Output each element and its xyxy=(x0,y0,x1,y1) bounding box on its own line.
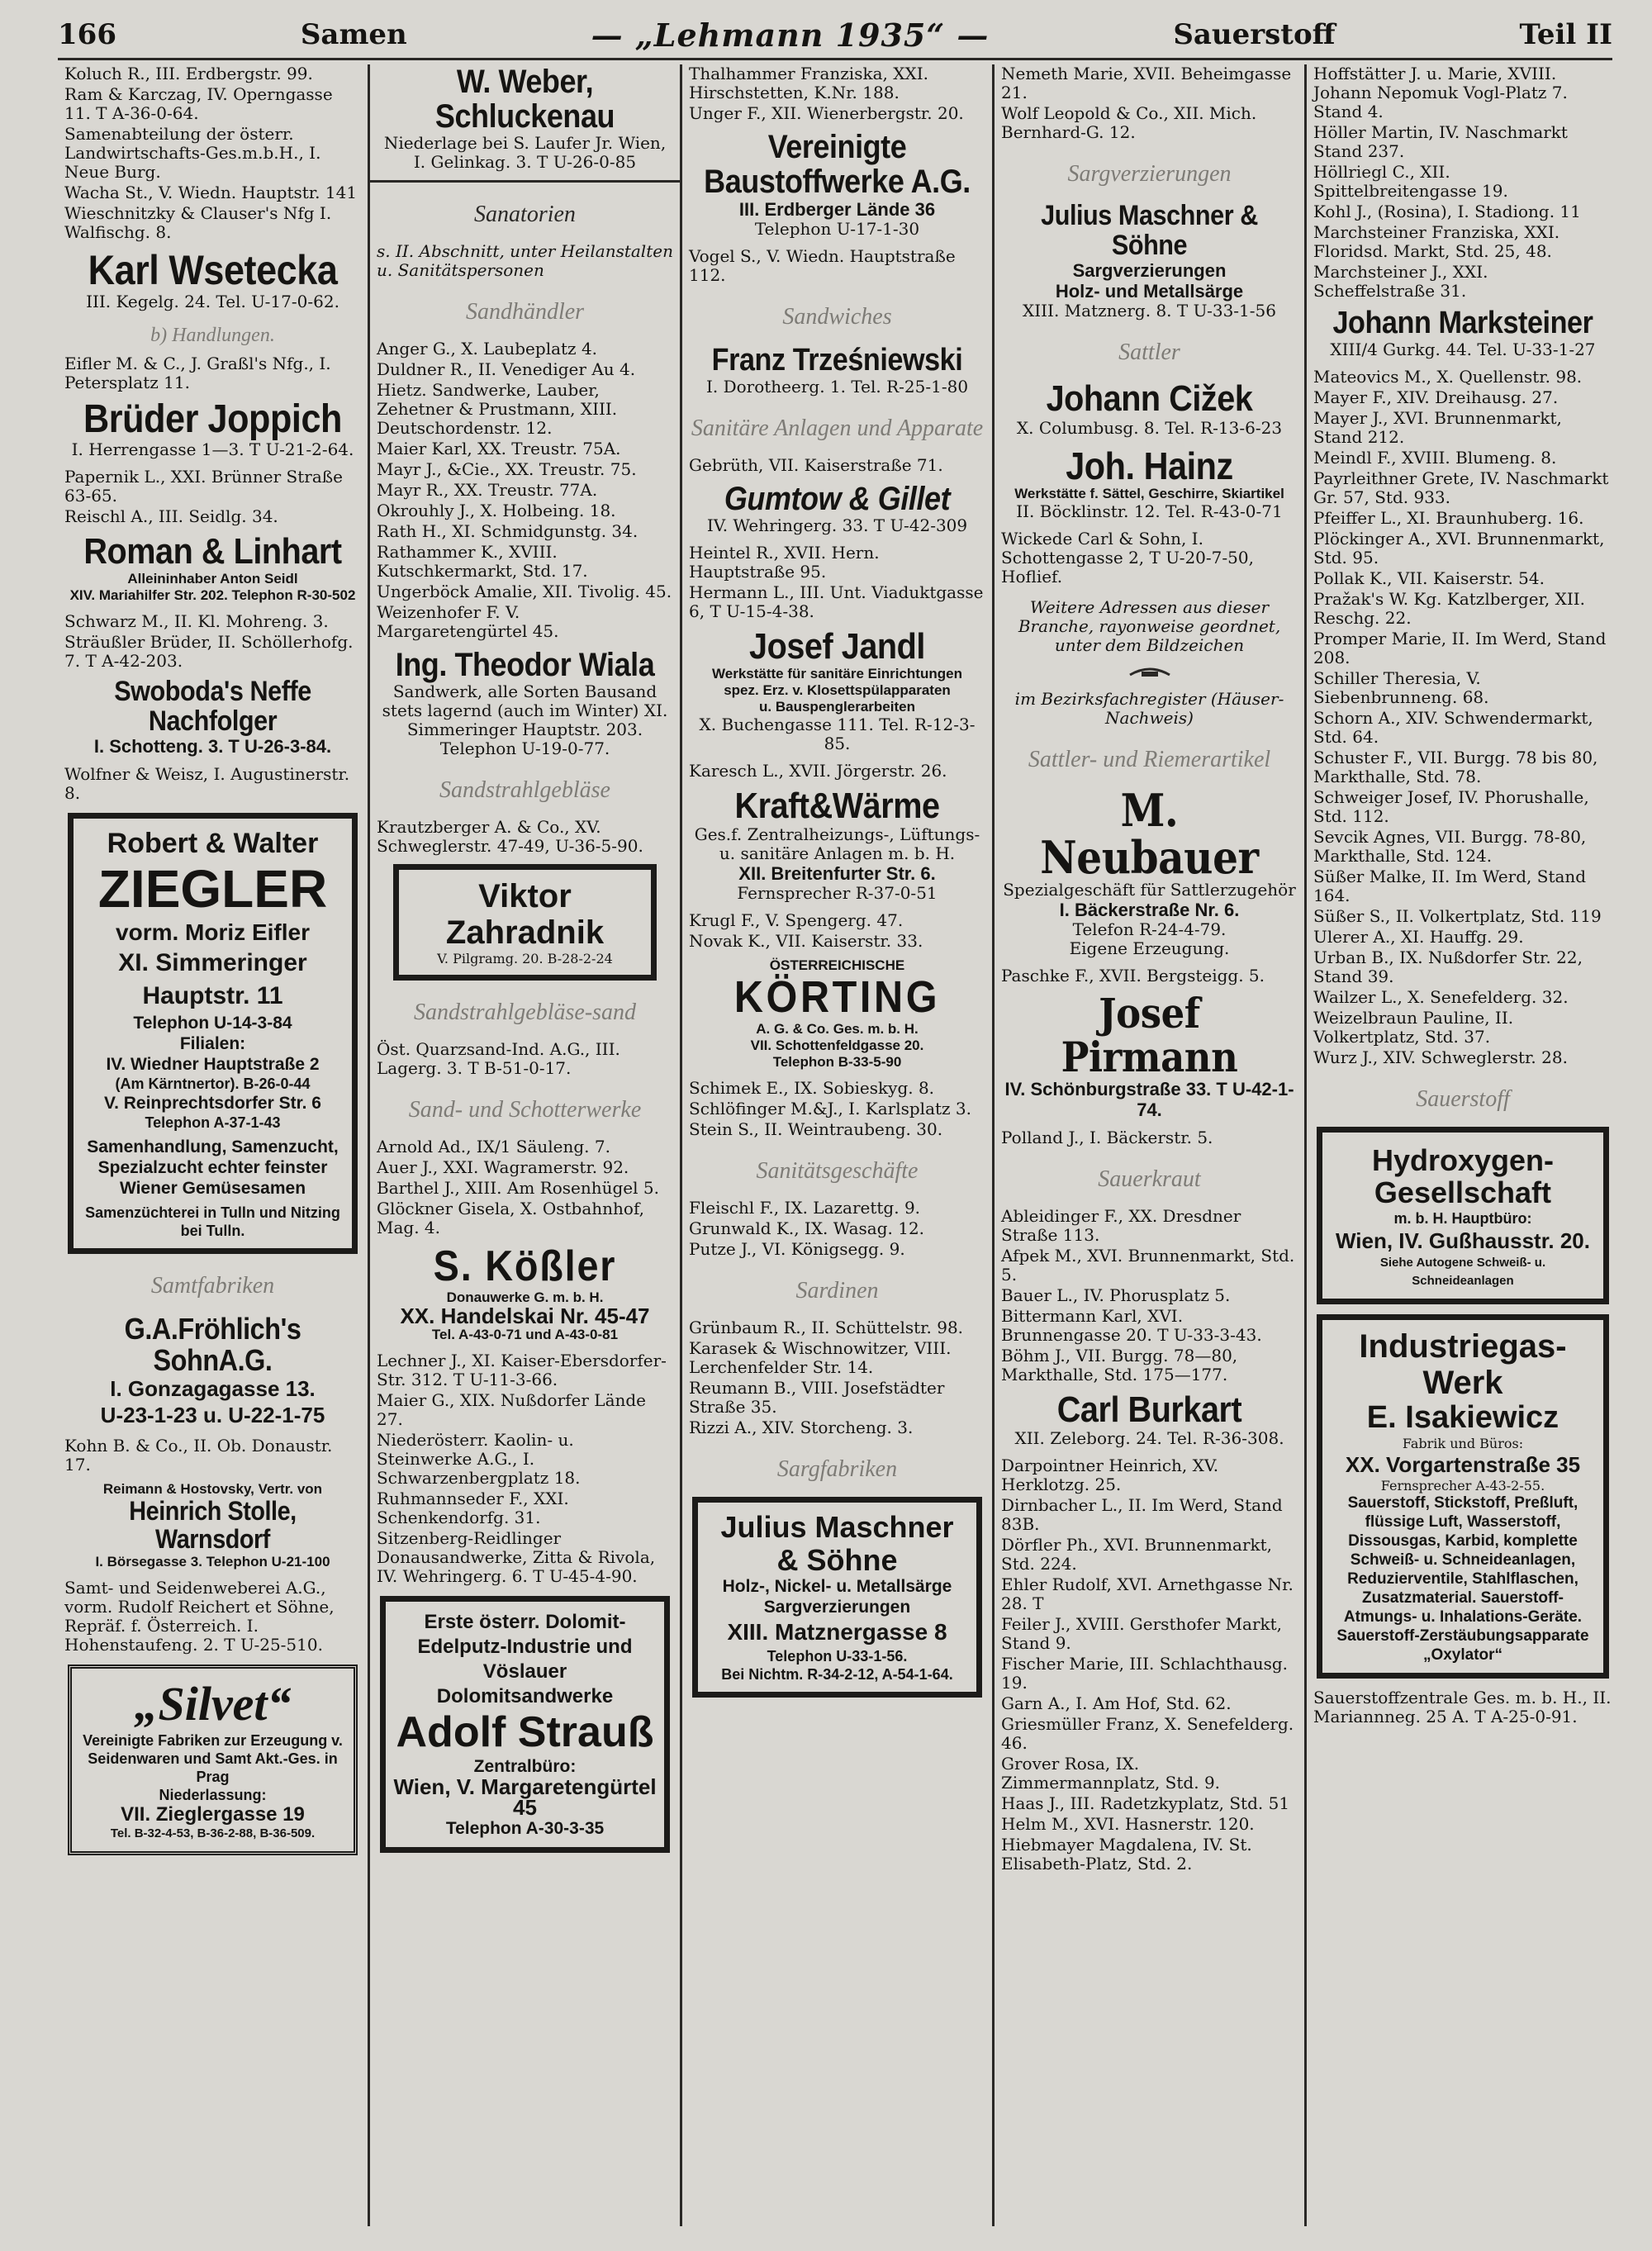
advert-name: Josef Pirmann xyxy=(1061,989,1238,1081)
advert-line: XII. Zeleborg. 24. Tel. R-36-308. xyxy=(1014,1428,1284,1449)
entry: Ulerer A., XI. Hauffg. 29. xyxy=(1313,926,1524,947)
advert-line: A. G. & Co. Ges. m. b. H. xyxy=(756,1020,919,1037)
entry: Hermann L., III. Unt. Viaduktgasse 6, T U-15-4-38. xyxy=(689,582,984,621)
advert xyxy=(377,64,673,172)
advert-name: KÖRTING xyxy=(733,972,941,1023)
advert-line: Vöslauer Dolomitsandwerke xyxy=(436,1660,614,1707)
advert-phone: Telephon U-33-1-56. xyxy=(767,1648,908,1665)
advert-line: XIII/4 Gurkg. 44. Tel. U-33-1-27 xyxy=(1330,339,1596,359)
advert-line: I. Schotteng. 3. T U-26-3-84. xyxy=(93,736,332,757)
entry: Samt- und Seidenweberei A.G., vorm. Rudolf Reichert et Söhne, Repräf. f. Österreich. I. Hohenstaufeng. 2. T U-25-510. xyxy=(64,1577,335,1655)
advert xyxy=(64,249,361,311)
advert-name: Roman & Linhart xyxy=(83,530,342,572)
section-heading: Sargverzierungen xyxy=(1067,161,1232,187)
entry: Weizelbraun Pauline, II. Volkertplatz, Std. 37. xyxy=(1313,1007,1514,1047)
entry: Niederösterr. Kaolin- u. Steinwerke A.G., I. Schwarzenbergplatz 18. xyxy=(377,1429,581,1488)
advert-line: Werkstätte für sanitäre Einrichtungen xyxy=(712,666,962,682)
advert-line: Niederlage bei S. Laufer Jr. Wien, I. Gelinkag. 3. T U-26-0-85 xyxy=(383,133,667,172)
section-heading: Sandstrahlgebläse xyxy=(439,777,610,803)
entry: Dörfler Ph., XVI. Brunnenmarkt, Std. 224. xyxy=(1001,1535,1273,1574)
advert-address: II. Böcklinstr. 12. Tel. R-43-0-71 xyxy=(1016,501,1283,521)
entry: Wacha St., V. Wiedn. Hauptstr. 141 xyxy=(64,183,358,202)
advert-name: G.A.Fröhlich's SohnA.G. xyxy=(124,1311,301,1377)
entry: Pfeiffer L., XI. Braunhuberg. 16. xyxy=(1313,507,1584,528)
entry: Bittermann Karl, XVI. Brunnengasse 20. T U-33-3-43. xyxy=(1001,1306,1262,1346)
column-5 xyxy=(1307,64,1619,2226)
entry: Rathammer K., XVIII. Kutschkermarkt, Std. 17. xyxy=(377,542,588,581)
entry: Ableidinger F., XX. Dresdner Straße 113. xyxy=(1001,1206,1241,1246)
column-4 xyxy=(995,64,1307,2226)
entry-note: Weitere Adressen aus dieser Branche, rayonweise geordnet, unter dem Bildzeichen xyxy=(1018,596,1281,655)
entry: Feiler J., XVIII. Gersthofer Markt, Stand 9. xyxy=(1001,1614,1283,1654)
advert xyxy=(64,1481,361,1570)
entry: Hiebmayer Magdalena, IV. St. Elisabeth-Platz, Std. 2. xyxy=(1001,1835,1252,1874)
header-right-keyword: Sauerstoff xyxy=(1173,18,1336,51)
section-heading: Sardinen xyxy=(795,1277,879,1304)
entry: Pollak K., VII. Kaiserstr. 54. xyxy=(1313,567,1545,588)
advert-name: Carl Burkart xyxy=(1056,1389,1242,1431)
entry: Anger G., X. Laubeplatz 4. xyxy=(377,339,598,359)
entry: Griesmüller Franz, X. Senefelderg. 46. xyxy=(1001,1714,1294,1754)
entry: Meindl F., XVIII. Blumeng. 8. xyxy=(1313,447,1557,468)
header-left-keyword: Samen xyxy=(300,18,407,51)
entry: Höllriegl C., XII. Spittelbreitengasse 19. xyxy=(1313,162,1508,201)
advert-address: X. Buchengasse 111. Tel. R-12-3-85. xyxy=(699,715,976,754)
advert-phone: Telephon U-17-1-30 xyxy=(754,219,920,239)
entry: Schorn A., XIV. Schwendermarkt, Std. 64. xyxy=(1313,707,1593,747)
entry: Höller Martin, IV. Naschmarkt Stand 237. xyxy=(1313,122,1568,161)
advert-line: Spezialgeschäft für Sattlerzugehör xyxy=(1003,880,1296,900)
entry: Grover Rosa, IX. Zimmermannplatz, Std. 9. xyxy=(1001,1754,1221,1793)
advert-address: IV. Schönburgstraße 33. T U-42-1-74. xyxy=(1004,1079,1294,1121)
entry: Böhm J., VII. Burgg. 78—80, Markthalle, Std. 175—177. xyxy=(1001,1346,1238,1385)
advert xyxy=(1313,307,1612,359)
advert-box xyxy=(1317,1127,1609,1304)
entry: Karasek & Wischnowitzer, VIII. Lerchenfelder Str. 14. xyxy=(689,1337,952,1377)
advert-name: ZIEGLER xyxy=(97,859,328,919)
entry: Rizzi A., XIV. Storcheng. 3. xyxy=(689,1417,914,1437)
advert-line: spez. Erz. v. Klosettspülapparaten xyxy=(724,682,951,699)
entry: Fischer Marie, III. Schlachthausg. 19. xyxy=(1001,1654,1289,1693)
entry: Wailzer L., X. Senefelderg. 32. xyxy=(1313,986,1569,1007)
advert-line: m. b. H. Hauptbüro: xyxy=(1393,1210,1532,1228)
advert-address: Wien, IV. Gußhausstr. 20. xyxy=(1335,1228,1590,1254)
entry: Okrouhly J., X. Holbeing. 18. xyxy=(377,501,616,520)
advert-line: Werkstätte f. Sättel, Geschirre, Skiartikel xyxy=(1014,485,1284,501)
entry: Krugl F., V. Spengerg. 47. xyxy=(689,910,904,931)
advert-name: W. Weber, Schluckenau xyxy=(434,64,615,135)
advert-name: Kraft&Wärme xyxy=(734,786,940,827)
advert-line: u. Bauspenglerarbeiten xyxy=(759,699,915,715)
entry: Eifler M. & C., J. Graßl's Nfg., I. Petersplatz 11. xyxy=(64,353,331,392)
entry: Mayer J., XVI. Brunnenmarkt, Stand 212. xyxy=(1313,407,1562,447)
columns xyxy=(58,64,1619,2226)
entry: Polland J., I. Bäckerstr. 5. xyxy=(1001,1128,1213,1148)
advert-description: Vereinigte Fabriken zur Erzeugung v. Seidenwaren und Samt Akt.-Ges. in Prag xyxy=(83,1731,343,1785)
entry: Grünbaum R., II. Schüttelstr. 98. xyxy=(689,1317,964,1337)
entry: Koluch R., III. Erdbergstr. 99. xyxy=(64,64,313,83)
advert-name: Adolf Strauß xyxy=(396,1707,654,1756)
entry: Ehler Rudolf, XVI. Arnethgasse Nr. 28. T xyxy=(1001,1574,1294,1614)
entry: Fleischl F., IX. Lazarettg. 9. xyxy=(689,1197,921,1218)
entry: Schuster F., VII. Burgg. 78 bis 80, Markthalle, Std. 78. xyxy=(1313,747,1598,786)
entry: Vogel S., V. Wiedn. Hauptstraße 112. xyxy=(689,246,956,285)
advert-line: U-23-1-23 u. U-22-1-75 xyxy=(100,1403,325,1428)
entry: Auer J., XXI. Wagramerstr. 92. xyxy=(377,1157,629,1177)
advert-line: XIV. Mariahilfer Str. 202. Telephon R-30-502 xyxy=(69,587,356,604)
advert-phone: Bei Nichtm. R-34-2-12, A-54-1-64. xyxy=(721,1666,953,1684)
entry: Garn A., I. Am Hof, Std. 62. xyxy=(1001,1693,1232,1714)
entry: Sauerstoffzentrale Ges. m. b. H., II. Mariannneg. 25 A. T A-25-0-91. xyxy=(1313,1687,1612,1726)
section-heading: Sanatorien xyxy=(474,202,576,227)
advert xyxy=(689,957,985,1071)
entry: Thalhammer Franziska, XXI. Hirschstetten, K.Nr. 188. xyxy=(689,64,928,102)
advert-name: Brüder Joppich xyxy=(83,397,342,441)
column-2 xyxy=(370,64,682,2226)
entry: Darpointner Heinrich, XV. Herklotzg. 25. xyxy=(1001,1456,1219,1495)
entry: Wurz J., XIV. Schweglerstr. 28. xyxy=(1313,1047,1568,1067)
entry: Reischl A., III. Seidlg. 34. xyxy=(64,506,278,526)
advert-address: VII. Schottenfeldgasse 20. xyxy=(750,1037,924,1053)
advert xyxy=(64,530,361,604)
advert xyxy=(689,130,985,239)
advert xyxy=(689,344,985,397)
advert-line: X. Columbusg. 8. Tel. R-13-6-23 xyxy=(1016,417,1283,438)
entry: Helm M., XVI. Hasnerstr. 120. xyxy=(1001,1814,1255,1835)
advert xyxy=(64,677,361,757)
section-heading: Sauerstoff xyxy=(1416,1085,1510,1112)
page-number: 166 xyxy=(58,18,116,51)
entry: Pražak's W. Kg. Katzlberger, XII. Reschg. 22. xyxy=(1313,588,1586,628)
entry: Grunwald K., IX. Wasag. 12. xyxy=(689,1218,925,1238)
advert-name: Franz Trześniewski xyxy=(711,343,963,378)
advert-name: Hydroxygen-Gesellschaft xyxy=(1371,1142,1554,1210)
advert-address: XII. Breitenfurter Str. 6. xyxy=(738,863,936,885)
section-heading: Sanitäre Anlagen und Apparate xyxy=(691,415,984,441)
advert-line: Edelputz-Industrie und xyxy=(417,1635,633,1658)
entry: Marchsteiner Franziska, XXI. Floridsd. Markt, Std. 25, 48. xyxy=(1313,222,1560,261)
advert xyxy=(377,1244,673,1343)
advert-line: Fabrik und Büros: xyxy=(1402,1435,1524,1451)
advert-line: I. Herrengasse 1—3. T U-21-2-64. xyxy=(71,439,354,459)
entry: Süßer Malke, II. Im Werd, Stand 164. xyxy=(1313,866,1587,905)
entry: Wolfner & Weisz, I. Augustinerstr. 8. xyxy=(64,764,350,804)
advert-address: XX. Vorgartenstraße 35 xyxy=(1345,1451,1581,1477)
advert-name: Joh. Hainz xyxy=(1066,444,1233,487)
divider xyxy=(370,180,680,183)
advert-sub: Reimann & Hostovsky, Vertr. von xyxy=(102,1481,323,1498)
advert xyxy=(1001,989,1298,1121)
entry: Unger F., XII. Wienerbergstr. 20. xyxy=(689,103,964,123)
header-title: — „Lehmann 1935“ — xyxy=(591,16,990,54)
entry: Glöckner Gisela, X. Ostbahnhof, Mag. 4. xyxy=(377,1199,644,1237)
advert-address: I. Bäckerstraße Nr. 6. xyxy=(1059,900,1240,921)
entry: Arnold Ad., IX/1 Säuleng. 7. xyxy=(377,1137,610,1156)
advert-description: Samenhandlung, Samenzucht, Spezialzucht echter feinster Wiener Gemüsesamen xyxy=(87,1137,339,1198)
advert-name: E. Isakiewicz xyxy=(1366,1400,1559,1436)
advert-phone: Telephon A-37-1-43 xyxy=(145,1114,281,1131)
entry: Weizenhofer F. V. Margaretengürtel 45. xyxy=(377,602,559,641)
advert-line: Holz-, Nickel- u. Metallsärge xyxy=(722,1577,952,1597)
advert-phone: Telephon A-30-3-35 xyxy=(445,1818,605,1838)
advert-phone: Fernsprecher A-43-2-55. xyxy=(1380,1477,1545,1494)
advert-line: Donauwerke G. m. b. H. xyxy=(446,1289,604,1305)
section-heading: Sattler xyxy=(1118,340,1180,366)
page-header xyxy=(58,12,1612,60)
advert-name: Josef Jandl xyxy=(749,625,925,667)
symbol-icon xyxy=(1001,660,1298,685)
advert-line: (Am Kärntnertor). B-26-0-44 xyxy=(115,1075,311,1092)
advert-name: Heinrich Stolle, Warnsdorf xyxy=(129,1496,297,1555)
advert-box xyxy=(692,1497,982,1698)
section-heading: Sattler- und Riemerartikel xyxy=(1028,746,1271,772)
advert-line: ÖSTERREICHISCHE xyxy=(769,957,905,974)
advert-name: „Silvet“ xyxy=(134,1676,292,1731)
entry: Ram & Karczag, IV. Operngasse 11. T A-36-0-64. xyxy=(64,84,333,123)
advert xyxy=(64,399,361,459)
entry: Schlöfinger M.&J., I. Karlsplatz 3. xyxy=(689,1098,972,1118)
entry: Dirnbacher L., II. Im Werd, Stand 83B. xyxy=(1001,1495,1283,1535)
entry: Sitzenberg-Reidlinger Donausandwerke, Zitta & Rivola, IV. Wehringerg. 6. T U-45-4-90. xyxy=(377,1527,656,1586)
entry: Ruhmannseder F., XXI. Schenkendorfg. 31. xyxy=(377,1488,569,1527)
advert-phone: Telephon U-14-3-84 xyxy=(133,1013,292,1033)
advert-name: Julius Maschner xyxy=(720,1509,954,1544)
advert-phone: Fernsprecher R-37-0-51 xyxy=(737,883,938,904)
section-heading: Sandstrahlgebläse-sand xyxy=(413,1000,637,1025)
section-heading: Sandwiches xyxy=(782,304,892,330)
entry: Papernik L., XXI. Brünner Straße 63-65. xyxy=(64,466,343,506)
advert-line: Eigene Erzeugung. xyxy=(1069,938,1230,959)
advert-line: Erste österr. Dolomit- xyxy=(424,1610,626,1633)
advert-name: & Söhne xyxy=(776,1542,898,1577)
section-heading: Sargfabriken xyxy=(776,1456,898,1482)
entry: Krautzberger A. & Co., XV. Schweglerstr. 47-49, U-36-5-90. xyxy=(377,817,643,856)
entry: Maier G., XIX. Nußdorfer Lände 27. xyxy=(377,1389,647,1429)
advert xyxy=(64,1313,361,1429)
entry: Wickede Carl & Sohn, I. Schottengasse 2, T U-20-7-50, Hoflief. xyxy=(1001,528,1254,586)
entry: Sevcik Agnes, VII. Burgg. 78-80, Markthalle, Std. 124. xyxy=(1313,826,1587,866)
entry: Urban B., IX. Nußdorfer Str. 22, Stand 39. xyxy=(1313,947,1583,986)
entry: Samenabteilung der österr. Landwirtschafts-Ges.m.b.H., I. Neue Burg. xyxy=(64,124,321,182)
column-1 xyxy=(58,64,370,2226)
entry: Hietz. Sandwerke, Lauber, Zehetner & Prustmann, XIII. Deutschordenstr. 12. xyxy=(377,380,618,438)
entry: Süßer S., II. Volkertplatz, Std. 119 xyxy=(1313,905,1602,926)
advert-line: Sargverzierungen xyxy=(763,1598,911,1617)
entry: Barthel J., XIII. Am Rosenhügel 5. xyxy=(377,1178,659,1198)
advert-name: S. Kößler xyxy=(433,1242,617,1290)
advert-line: Sargverzierungen xyxy=(1072,260,1227,282)
entry: Promper Marie, II. Im Werd, Stand 208. xyxy=(1313,628,1607,667)
advert-line: Holz- und Metallsärge xyxy=(1055,281,1244,302)
entry: Wolf Leopold & Co., XII. Mich. Bernhard-G. 12. xyxy=(1001,103,1257,142)
entry-note: im Bezirksfachregister (Häuser-Nachweis) xyxy=(1014,688,1284,728)
advert xyxy=(1001,783,1298,959)
advert-name: Industriegas-Werk xyxy=(1359,1328,1567,1402)
advert-line: Samenzüchterei in Tulln und Nitzing bei Tulln. xyxy=(85,1204,340,1239)
advert-line: III. Kegelg. 24. Tel. U-17-0-62. xyxy=(86,291,339,311)
advert-line: IV. Wiedner Hauptstraße 2 xyxy=(106,1054,320,1074)
entry: Gebrüth, VII. Kaiserstraße 71. xyxy=(689,454,943,475)
advert-phone: Telephon B-33-5-90 xyxy=(772,1053,902,1070)
entry: Ungerböck Amalie, XII. Tivolig. 45. xyxy=(377,582,672,601)
advert xyxy=(689,787,985,903)
entry: Schiller Theresia, V. Siebenbrunneng. 68. xyxy=(1313,667,1489,707)
advert-address: XIII. Matznergasse 8 xyxy=(727,1619,947,1646)
advert xyxy=(1001,446,1298,521)
section-heading: Sandhändler xyxy=(465,299,585,325)
entry: Mayr J., &Cie., XX. Treustr. 75. xyxy=(377,459,637,479)
advert-line: Filialen: xyxy=(179,1033,246,1053)
advert xyxy=(1001,380,1298,437)
advert-name: M. Neubauer xyxy=(1040,783,1259,884)
advert xyxy=(377,648,673,758)
advert-box xyxy=(68,1665,358,1855)
advert-sub: Alleininhaber Anton Seidl xyxy=(127,571,298,587)
advert-box xyxy=(393,864,657,981)
entry: Paschke F., XVII. Bergsteigg. 5. xyxy=(1001,966,1265,986)
advert-address: XX. Handelskai Nr. 45-47 xyxy=(400,1303,650,1328)
entry: Lechner J., XI. Kaiser-Ebersdorfer-Str. 312. T U-11-3-66. xyxy=(377,1350,667,1389)
advert-address: VII. Zieglergasse 19 xyxy=(121,1802,305,1826)
advert-address: III. Erdberger Lände 36 xyxy=(738,199,936,220)
advert-line: I. Dorotheerg. 1. Tel. R-25-1-80 xyxy=(705,376,969,397)
entry: Karesch L., XVII. Jörgerstr. 26. xyxy=(689,761,947,781)
entry: Mayer F., XIV. Dreihausg. 27. xyxy=(1313,387,1559,407)
advert-line: IV. Wehringerg. 33. T U-42-309 xyxy=(706,515,968,535)
entry: Putze J., VI. Königsegg. 9. xyxy=(689,1238,905,1259)
entry: Payrleithner Grete, IV. Naschmarkt Gr. 57, Std. 933. xyxy=(1313,468,1609,507)
section-heading: Sanitätsgeschäfte xyxy=(756,1157,919,1184)
advert-address: XI. Simmeringer Hauptstr. 11 xyxy=(118,948,307,1009)
advert-line: vorm. Moriz Eifler xyxy=(116,919,310,945)
entry: Schweiger Josef, IV. Phorushalle, Std. 112. xyxy=(1313,786,1589,826)
advert-address: XIII. Matznerg. 8. T U-33-1-56 xyxy=(1023,301,1276,321)
entry: Sträußler Brüder, II. Schöllerhofg. 7. T A-42-203. xyxy=(64,632,354,672)
entry: Mateovics M., X. Quellenstr. 98. xyxy=(1313,366,1583,387)
advert-name: Swoboda's Neffe Nachfolger xyxy=(114,676,311,737)
advert-line: Zentralbüro: xyxy=(473,1756,577,1776)
entry: Novak K., VII. Kaiserstr. 33. xyxy=(689,931,923,952)
advert-name: Vereinigte Baustoffwerke A.G. xyxy=(704,129,971,200)
advert-line: Ges.f. Zentralheizungs-, Lüftungs- u. sanitäre Anlagen m. b. H. xyxy=(694,824,980,864)
advert-name: Johann Cižek xyxy=(1046,378,1253,420)
advert xyxy=(1001,1391,1298,1448)
section-heading: Sauerkraut xyxy=(1098,1166,1201,1193)
entry: Stein S., II. Weintraubeng. 30. xyxy=(689,1118,943,1139)
entry: Schwarz M., II. Kl. Mohreng. 3. xyxy=(64,611,329,632)
entry: Rath H., XI. Schmidgunstg. 34. xyxy=(377,521,638,541)
entry: Maier Karl, XX. Treustr. 75A. xyxy=(377,439,621,458)
advert-address: Wien, V. Margaretengürtel 45 xyxy=(393,1774,657,1820)
entry: Kohn B. & Co., II. Ob. Donaustr. 17. xyxy=(64,1436,333,1475)
entry: Afpek M., XVI. Brunnenmarkt, Std. 5. xyxy=(1001,1246,1295,1285)
advert-name: Karl Wsetecka xyxy=(88,247,338,293)
advert xyxy=(689,625,985,754)
entry: Reumann B., VIII. Josefstädter Straße 35. xyxy=(689,1377,945,1417)
header-part: Teil II xyxy=(1519,18,1612,51)
entry: Schimek E., IX. Sobieskyg. 8. xyxy=(689,1077,935,1098)
advert-line: V. Pilgramg. 20. B-28-2-24 xyxy=(437,951,613,966)
advert xyxy=(1001,202,1298,321)
advert-line: Sandwerk, alle Sorten Bausand stets lagernd (auch im Winter) XI. Simmeringer Hauptstr. 203. Telephon U-19-0-77. xyxy=(382,681,668,758)
entry: Öst. Quarzsand-Ind. A.G., III. Lagerg. 3. T B-51-0-17. xyxy=(377,1039,620,1078)
entry: s. II. Abschnitt, unter Heilanstalten u. Sanitätspersonen xyxy=(377,241,673,280)
entry: Bauer L., IV. Phorusplatz 5. xyxy=(1001,1285,1231,1306)
advert-line: Niederlassung: xyxy=(159,1786,267,1803)
advert xyxy=(689,482,985,535)
advert-name: Gumtow & Gillet xyxy=(724,480,951,517)
advert-name: Johann Marksteiner xyxy=(1332,306,1593,340)
advert-phone: Tel. A-43-0-71 und A-43-0-81 xyxy=(431,1326,619,1342)
entry: Mayr R., XX. Treustr. 77A. xyxy=(377,480,598,500)
entry: Haas J., III. Radetzkyplatz, Std. 51 xyxy=(1001,1793,1290,1814)
advert-line: Robert & Walter xyxy=(107,828,319,860)
entry: Duldner R., II. Venediger Au 4. xyxy=(377,359,636,379)
section-heading: Sand- und Schotterwerke xyxy=(408,1097,642,1123)
column-3 xyxy=(682,64,995,2226)
advert-description: Sauerstoff, Stickstoff, Preßluft, flüssige Luft, Wasserstoff, Dissousgas, Karbid, komplette Schweiß- u. Schneideanlagen, Reduzierventile, Stahlflaschen, Zusatzmaterial. Sauerstoff-Atmungs- u. Inhalations-Geräte. Sauerstoff-Zerstäubungsapparate „Oxylator“ xyxy=(1336,1494,1589,1664)
entry: Kohl J., (Rosina), I. Stadiong. 11 xyxy=(1313,202,1581,221)
advert-box xyxy=(380,1596,670,1853)
advert-phone: Telefon R-24-4-79. xyxy=(1072,919,1227,940)
section-heading: Samtfabriken xyxy=(150,1272,275,1299)
advert-name: Julius Maschner & Söhne xyxy=(1041,200,1258,261)
entry: Plöckinger A., XVI. Brunnenmarkt, Std. 95. xyxy=(1313,528,1605,567)
entry: Marchsteiner J., XXI. Scheffelstraße 31. xyxy=(1313,262,1488,301)
entry: Nemeth Marie, XVII. Beheimgasse 21. xyxy=(1001,64,1292,102)
advert-line: V. Reinprechtsdorfer Str. 6 xyxy=(104,1093,321,1113)
advert-box xyxy=(1317,1314,1609,1679)
subsection-heading: b) Handlungen. xyxy=(150,324,275,346)
advert-line: I. Gonzagagasse 13. xyxy=(110,1376,316,1402)
advert-line: I. Börsegasse 3. Telephon U-21-100 xyxy=(95,1553,330,1570)
advert-phone: Tel. B-32-4-53, B-36-2-88, B-36-509. xyxy=(110,1826,316,1840)
entry: Hoffstätter J. u. Marie, XVIII. Johann Nepomuk Vogl-Platz 7. Stand 4. xyxy=(1313,64,1568,121)
entry: Wieschnitzky & Clauser's Nfg I. Walfischg. 8. xyxy=(64,203,332,242)
advert-name: Viktor Zahradnik xyxy=(445,878,605,951)
advert-box xyxy=(68,813,358,1253)
advert-line: Siehe Autogene Schweiß- u. Schneideanlagen xyxy=(1379,1256,1546,1289)
entry: Heintel R., XVII. Hern. Hauptstraße 95. xyxy=(689,542,880,582)
advert-name: Ing. Theodor Wiala xyxy=(395,647,655,683)
